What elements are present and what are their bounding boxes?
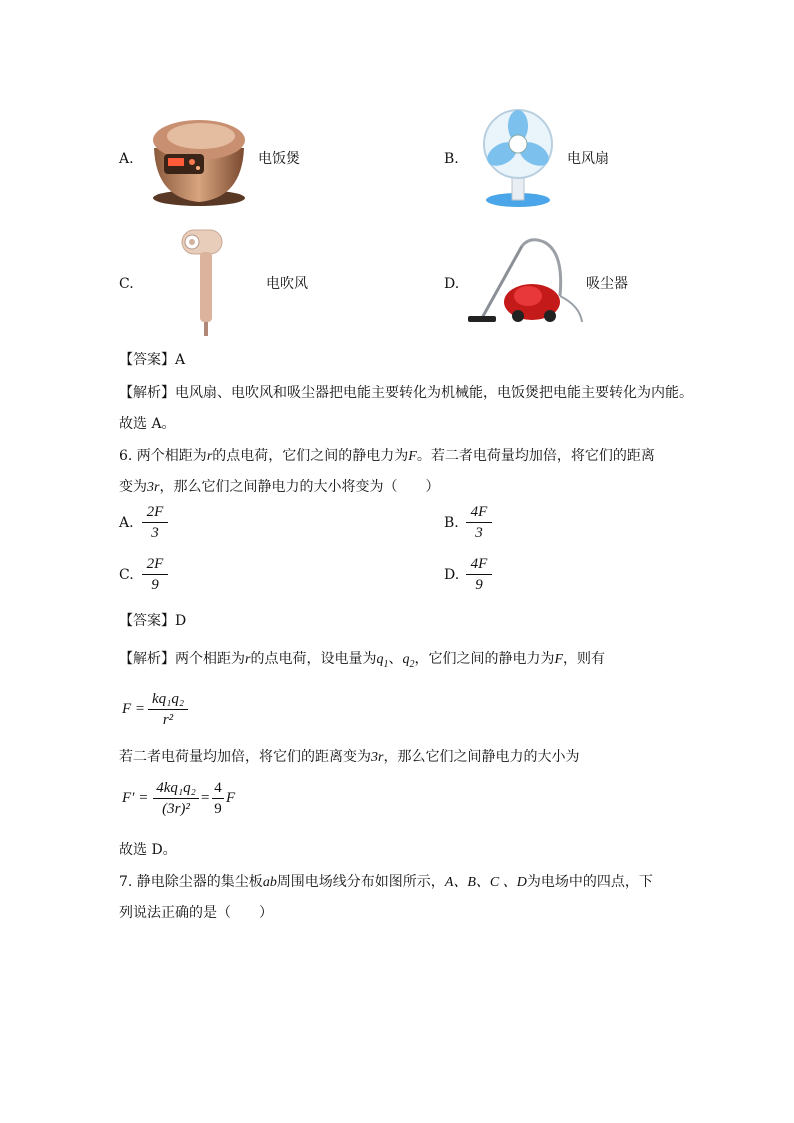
numerator: 4kq₁q₂: [156, 780, 196, 796]
analysis-text: 的点电荷，设电量为: [250, 651, 377, 667]
answer-tag: 【答案】: [119, 352, 175, 368]
analysis-text: ，则有: [563, 651, 606, 667]
analysis-text: 两个相距为: [175, 651, 245, 667]
step-text: 若二者电荷量均加倍，将它们的距离变为: [119, 749, 371, 765]
step-text: ，那么它们之间静电力的大小为: [383, 749, 580, 765]
numerator: 2F: [146, 504, 164, 520]
q6-option-c-letter: C.: [119, 567, 134, 583]
q6-option-b-letter: B.: [444, 515, 459, 531]
q6-option-a-fraction: [142, 503, 168, 542]
points-abcd: A、B、C 、D: [444, 875, 527, 890]
var-q2: q: [402, 652, 410, 667]
q6-stem-line1: [119, 446, 655, 467]
q6-conclusion: 故选 D。: [119, 842, 177, 858]
q6-answer: [119, 611, 186, 631]
q7-stem-line1: [119, 872, 653, 893]
q7-stem-line2: 列说法正确的是（ ）: [119, 905, 273, 921]
fraction-bar: [212, 798, 224, 799]
vacuum-cleaner-icon: [464, 236, 586, 330]
fraction-bar: [153, 798, 199, 799]
fraction-bar: [142, 574, 168, 575]
var-3r: 3r: [371, 750, 384, 765]
q6-stem-text: 的点电荷，它们之间的静电力为: [212, 448, 409, 464]
q7-stem-text: 为电场中的四点，下: [526, 874, 653, 890]
option-b-label: 电风扇: [567, 151, 609, 167]
q7-stem-text: 7. 静电除尘器的集尘板: [119, 874, 263, 890]
fraction-bar: [142, 522, 168, 523]
option-a-letter: A.: [119, 151, 134, 167]
q6-stem-text: 变为: [119, 479, 147, 495]
eq2-equals: =: [201, 790, 210, 806]
denominator: 9: [151, 577, 159, 593]
numerator: 2F: [146, 556, 164, 572]
q5-answer: [119, 350, 185, 370]
var-F: F: [554, 652, 564, 667]
numerator: 4F: [470, 556, 488, 572]
var-r: r: [206, 449, 213, 464]
q7-stem-text: 周围电场线分布如图所示，: [276, 874, 445, 890]
hair-dryer-icon: [178, 226, 226, 338]
separator: 、: [388, 651, 403, 667]
numerator: 4F: [470, 504, 488, 520]
denominator: 9: [475, 577, 483, 593]
analysis-text: 电风扇、电吹风和吸尘器把电能主要转化为机械能，电饭煲把电能主要转化为内能。: [175, 385, 693, 401]
analysis-tag: 【解析】: [119, 651, 175, 667]
q6-option-b-fraction: [466, 503, 492, 542]
denominator: 9: [214, 801, 222, 817]
fraction-bar: [148, 709, 188, 710]
q6-stem-text: 6. 两个相距为: [119, 448, 207, 464]
denominator: r²: [162, 712, 174, 728]
answer-tag: 【答案】: [119, 613, 175, 629]
fraction-bar: [466, 522, 492, 523]
denominator: 3: [475, 525, 483, 541]
option-c-label: 电吹风: [266, 276, 308, 292]
q6-option-d-letter: D.: [444, 567, 460, 583]
rice-cooker-icon: [146, 110, 252, 210]
q6-step: [119, 747, 579, 768]
eq2-lhs: F′ =: [122, 790, 149, 806]
answer-value: D: [175, 613, 187, 629]
eq1-fraction: [148, 690, 188, 729]
var-F: F: [408, 449, 417, 464]
eq2-tail: F: [226, 790, 236, 806]
analysis-tag: 【解析】: [119, 385, 175, 401]
eq1-lhs: F =: [122, 701, 146, 717]
denominator: 3: [151, 525, 159, 541]
var-r: r: [245, 652, 251, 667]
var-3r: 3r: [147, 480, 160, 495]
option-d-label: 吸尘器: [586, 276, 628, 292]
fraction-bar: [466, 574, 492, 575]
q6-stem-text: 。若二者电荷量均加倍，将它们的距离: [416, 448, 655, 464]
analysis-text: ，它们之间的静电力为: [414, 651, 555, 667]
numerator: 4: [214, 780, 222, 796]
option-a-label: 电饭煲: [258, 151, 300, 167]
var-q1: q: [376, 652, 384, 667]
q6-option-c-fraction: [142, 555, 168, 594]
q6-stem-line2: [119, 477, 439, 498]
q5-conclusion: 故选 A。: [119, 416, 176, 432]
q6-stem-text: ，那么它们之间静电力的大小将变为（ ）: [159, 479, 440, 495]
electric-fan-icon: [476, 108, 560, 208]
eq2-fraction: [153, 779, 199, 818]
subscript: 1: [383, 658, 389, 670]
denominator: (3r)²: [162, 801, 190, 817]
subscript: 2: [409, 658, 415, 670]
option-b-letter: B.: [444, 151, 459, 167]
q5-analysis: [119, 383, 693, 403]
eq2-result-fraction: [212, 779, 224, 818]
answer-value: A: [175, 352, 186, 368]
option-c-letter: C.: [119, 276, 134, 292]
q6-analysis: [119, 649, 605, 675]
var-ab: ab: [262, 875, 277, 890]
numerator: kq₁q₂: [151, 691, 185, 707]
option-d-letter: D.: [444, 276, 460, 292]
q6-option-a-letter: A.: [119, 515, 134, 531]
q6-option-d-fraction: [466, 555, 492, 594]
